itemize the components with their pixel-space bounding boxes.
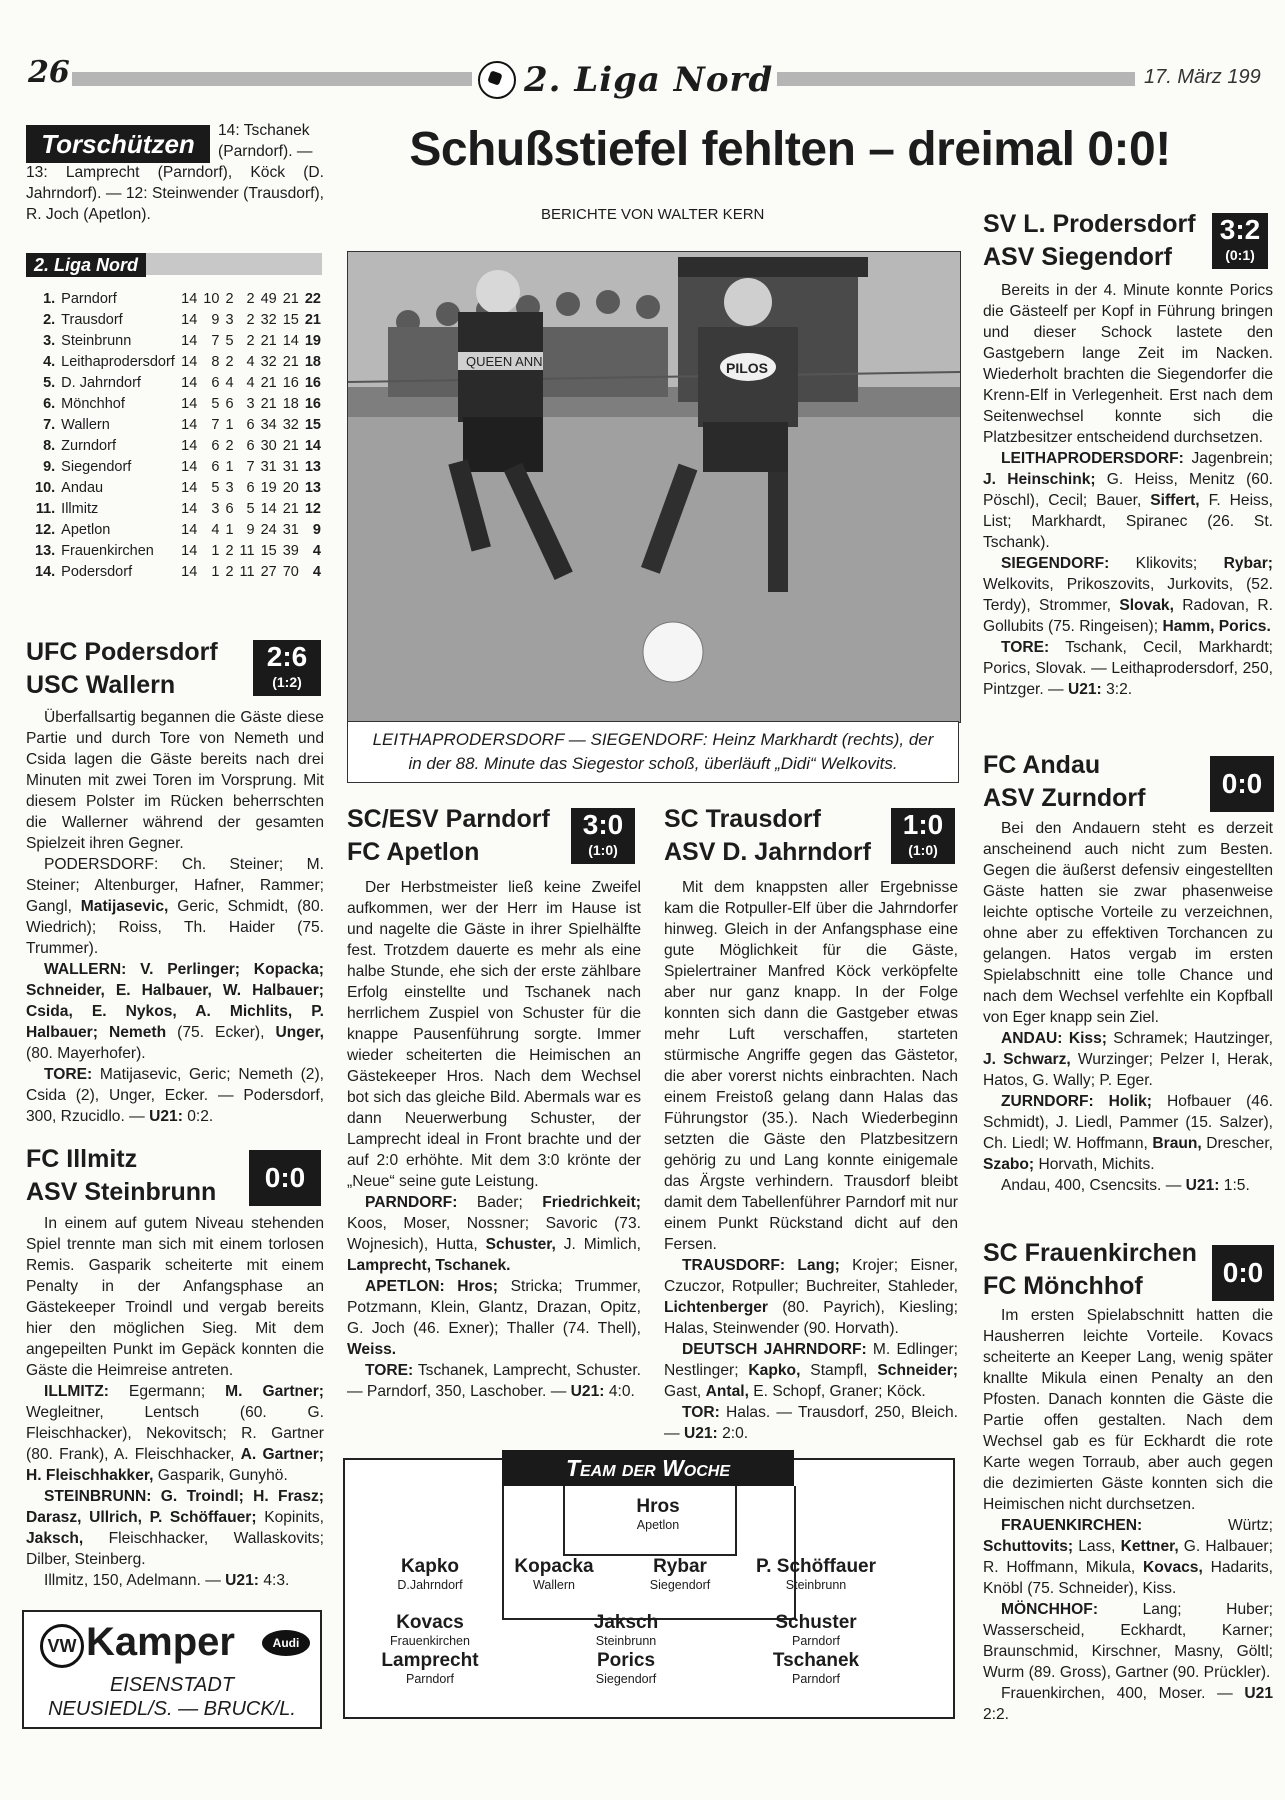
table-cell: Parndorf [61, 290, 117, 307]
table-cell: 3. [43, 332, 56, 349]
match-frauenkirchen-report: Im ersten Spielabschnitt hatten die Hausherren leichte Vorteile. Kovacs scheiterte an Keeper Lang, wenig später knallte Mikula einen Penalty an den Pfosten. Danach konnten die Gäste die Partie offen gestalten. Nach dem Wechsel gab es für Eckhardt die rote Karte wegen Torraub, aber auch gegen die dezimierten Gäste konnten sich die Heimischen nicht durchsetzen. FRAUENKIRCHEN: Würtz; Schuttovits; Lass, Kettner, G. Halbauer; R. Hoffmann, Mikula, Kovacs, Hadarits, Knöbl (75. Schneider), Kiss. MÖNCHHOF: Lang; Huber; Wasserscheid, Eckhardt, Karner; Braunschmid, Kirschner, Masny, Göltl; Wurm (89. Gross), Gartner (90. Prückler). Frauenkirchen, 400, Moser. — U21 2:2. [983, 1307, 1274, 1723]
issue-date: 17. März 199 [1144, 66, 1261, 88]
table-cell: 15 [282, 311, 299, 328]
table-cell: 20 [282, 479, 299, 496]
match-parndorf-report: Der Herbstmeister ließ keine Zweifel aufkommen, wer der Herr im Hause ist und nagelte die Gäste in ihrer Spielhälfte fest. Trotzdem dauerte es mehr als eine halbe Stunde, ehe sich der erste zählbare Erfolg einstellte und Tschanek nach herrlichem Zuspiel von Schuster für die knappe Pausenführung sorgte. Immer wieder scheiterten die Heimischen an Gästekeeper Hros. Nach dem Wechsel bot sich das gleiche Bild. Abermals war es dann Neuerwerbung Schuster, der Lamprecht ideal in Front brachte und der auf 2:0 erhöhte. Mit dem 3:0 krönte der „Neue“ seine gute Leistung. PARNDORF: Bader; Friedrichkeit; Koos, Moser, Nossner; Savoric (73. Wojnesich), Hutta, Schuster, J. Mimlich, Lamprecht, Tschanek. APETLON: Hros; Stricka; Trummer, Potzmann, Klein, Glantz, Drazan, Opitz, G. Joch (46. Exner); Thaller (74. Thell), Weiss. TORE: Tschanek, Lamprecht, Schuster. — Parndorf, 350, Laschober. — U21: 4:0. [347, 879, 641, 1400]
table-row [32, 330, 324, 351]
headline: Schußstiefel fehlten – dreimal 0:0! [409, 123, 1171, 176]
table-cell: 39 [282, 542, 299, 559]
team-player-club: Steinbrunn [785, 1578, 847, 1592]
team-player-name: Rybar [653, 1556, 707, 1577]
table-cell: 13 [304, 458, 321, 475]
match-parndorf-teams: SC/ESV Parndorf FC Apetlon [347, 805, 550, 866]
table-cell: 14 [282, 332, 299, 349]
table-cell: 11 [239, 563, 255, 580]
table-row [32, 288, 324, 309]
table-cell: 7 [211, 416, 220, 433]
table-cell: 2 [225, 437, 234, 454]
table-cell: 34 [260, 416, 277, 433]
table-cell: Illmitz [61, 500, 99, 517]
table-cell: 16 [282, 374, 299, 391]
header-rule-right [777, 72, 1135, 86]
table-cell: 30 [260, 437, 277, 454]
table-row [32, 498, 324, 519]
table-cell: 14 [181, 332, 198, 349]
table-cell: 11 [239, 542, 255, 559]
team-player-club: Siegendorf [595, 1672, 657, 1686]
table-row [32, 540, 324, 561]
football [643, 622, 703, 682]
team-player [355, 1650, 505, 1687]
table-row [32, 456, 324, 477]
table-cell: 1 [211, 563, 220, 580]
table-cell: 22 [304, 290, 321, 307]
table-cell: 14 [181, 353, 198, 370]
table-cell: 2 [225, 290, 234, 307]
match-illmitz-report: In einem auf gutem Niveau stehenden Spiel trennte man sich mit einem torlosen Remis. Gasparik scheiterte mit einem Penalty in der Anfangsphase an Gästekeeper Troindl und vergab bereits hier den möglichen Sieg. Mit dem angepeilten Punkt im Gepäck konnten die Gäste die Heimreise antreten. ILLMITZ: Egermann; M. Gartner; Wegleitner, Lentsch (60. G. Fleischhacker), Nekovitsch; R. Gartner (80. Frank), A. Fleischhacker, A. Gartner; H. Fleischhakker, Gasparik, Gunyhö. STEINBRUNN: G. Troindl; H. Frasz; Darasz, Ullrich, P. Schöffauer; Kopinits, Jaksch, Fleischhacker, Wallaskovits; Dilber, Steinberg. Illmitz, 150, Adelmann. — U21: 4:3. [26, 1215, 325, 1589]
table-cell: 4. [43, 353, 56, 370]
table-cell: 14 [181, 479, 198, 496]
match-prodersdorf-report: Bereits in der 4. Minute konnte Porics die Gästeelf per Kopf in Führung bringen und dieser Schock lastete den Gastgebern lange Zeit im Nacken. Wiederholt brachten die Siegendorfer die Krenn-Elf in Verlegenheit. Erst nach dem Seitenwechsel konnte sich die Platzbesitzer entscheidend durchsetzen. LEITHAPRODERSDORF: Jagenbrein; J. Heinschink; G. Heiss, Menitz (60. Pöschl), Cecil; Bauer, Siffert, F. Heiss, List; Markhardt, Spiranec (26. St. Tschank). SIEGENDORF: Klikovits; Rybar; Welkovits, Prikoszovits, Jurkovits, (52. Terdy), Strommer, Slovak, Radovan, R. Gollubits (75. Ringeisen); Hamm, Porics. TORE: Tschank, Cecil, Markhardt; Porics, Slovak. — Leithaprodersdorf, 250, Pintzger. — U21: 3:2. [983, 282, 1274, 698]
table-cell: 9 [312, 521, 321, 538]
table-cell: 15 [260, 542, 277, 559]
table-cell: 4 [312, 542, 321, 559]
table-cell: 12. [35, 521, 56, 538]
table-cell: 21 [282, 500, 299, 517]
table-row [32, 351, 324, 372]
match-podersdorf-teams [26, 636, 256, 702]
table-cell: 6 [246, 479, 255, 496]
table-cell: 5 [225, 332, 234, 349]
header-rule-left [72, 72, 472, 86]
table-cell: 14 [260, 500, 277, 517]
team-player-name: Lamprecht [381, 1650, 479, 1671]
table-cell: 6 [225, 395, 234, 412]
torschuetzen-text-b: 13: Lamprecht (Parndorf), Köck (D. Jahrndorf). — 12: Steinwender (Trausdorf), R. Joch (Apetlon). [26, 164, 324, 223]
table-cell: 14 [181, 563, 198, 580]
torschuetzen-label: Torschützen [26, 125, 210, 163]
table-cell: 2. [43, 311, 56, 328]
table-cell: D. Jahrndorf [61, 374, 141, 391]
torschuetzen-text-a: 14: Tschanek (Parndorf). — [218, 122, 313, 160]
table-cell: 4 [225, 374, 234, 391]
table-cell: Trausdorf [61, 311, 123, 328]
table-cell: 13. [35, 542, 56, 559]
team-player-name: Tschanek [772, 1650, 860, 1671]
table-cell: 14. [35, 563, 56, 580]
team-player-name: Hros [636, 1496, 680, 1517]
table-cell: 4 [312, 563, 321, 580]
table-cell: Andau [61, 479, 104, 496]
team-player-name: Porics [596, 1650, 656, 1671]
vw-logo-icon: VW [40, 1624, 84, 1668]
football-icon [478, 61, 516, 99]
team-player-name: Kapko [400, 1556, 460, 1577]
table-cell: 18 [304, 353, 321, 370]
table-cell: 9 [211, 311, 220, 328]
table-cell: 14 [181, 395, 198, 412]
team-player-club: Apetlon [636, 1518, 680, 1532]
ad-line1: EISENSTADT [109, 1674, 235, 1696]
table-cell: 14 [181, 374, 198, 391]
table-cell: 12 [304, 500, 321, 517]
table-cell: 24 [260, 521, 277, 538]
table-cell: 13 [304, 479, 321, 496]
table-cell: 21 [282, 437, 299, 454]
team-player-club: Parndorf [406, 1672, 454, 1686]
table-row [32, 519, 324, 540]
section-title: 2. Liga Nord [524, 60, 774, 100]
table-cell: 5 [246, 500, 255, 517]
table-cell: 18 [282, 395, 299, 412]
team-player-club: Siegendorf [649, 1578, 711, 1592]
table-cell: 6. [43, 395, 56, 412]
team-player-name: Kopacka [514, 1556, 594, 1577]
table-row [32, 561, 324, 582]
table-cell: 6 [246, 437, 255, 454]
table-cell: Siegendorf [61, 458, 132, 475]
table-cell: 7. [43, 416, 56, 433]
match-andau-report: Bei den Andauern steht es derzeit anscheinend auch nicht zum Besten. Gegen die äußerst defensiv eingestellten Gäste hatten sie zwar phasenweise leichte optische Vorteile zu verzeichnen, ohne aber zu effektiven Torchancen zu gelangen. Hatos vergab im ersten Spielabschnitt eine tolle Chance und nach dem Wechsel verfehlte ein Kopfball von Eger knapp sein Ziel. ANDAU: Kiss; Schramek; Hautzinger, J. Schwarz, Wurzinger; Pelzer I, Herak, Hatos, G. Wally; P. Eger. ZURNDORF: Holik; Hofbauer (46. Schmidt), J. Liedl, Pammer (15. Salzer), Ch. Liedl; W. Hoffmann, Braun, Drescher, Szabo; Horvath, Michits. Andau, 400, Csencsits. — U21: 1:5. [983, 820, 1273, 1194]
table-row [32, 309, 324, 330]
table-cell: 19 [304, 332, 321, 349]
table-row [32, 393, 324, 414]
audi-badge-icon: Audi [262, 1630, 310, 1656]
match-podersdorf-report: Überfallsartig begannen die Gäste diese Partie und durch Tore von Nemeth und Csida lagen die Gäste bereits nach drei Minuten mit zwei Toren im Vorsprung. Mit diesem Polster im Rücken beherrschten die Wallerner während der gesamten Spielzeit ihren Gegner. PODERSDORF: Ch. Steiner; M. Steiner; Altenburger, Hafner, Rammer; Gangl, Matijasevic, Geric, Schmidt, (80. Wiedrich); Roiss, Th. Haider (75. Trummer). WALLERN: V. Perlinger; Kopacka; Schneider, E. Halbauer, W. Halbauer; Csida, E. Nykos, A. Michlits, P. Halbauer; Nemeth (75. Ecker), Unger, (80. Mayerhofer). TORE: Matijasevic, Geric; Nemeth (2), Csida (2), Unger, Ecker. — Podersdorf, 300, Rzucidlo. — U21: 0:2. [26, 709, 325, 1125]
table-cell: Zurndorf [61, 437, 116, 454]
table-cell: 21 [282, 353, 299, 370]
table-cell: 31 [282, 458, 299, 475]
table-cell: 8. [43, 437, 56, 454]
table-cell: 1 [225, 458, 234, 475]
team-der-woche [343, 1455, 955, 1719]
team-player-club: Wallern [533, 1578, 575, 1592]
byline: BERICHTE VON WALTER KERN [541, 206, 765, 223]
team-away: USC Wallern [26, 671, 176, 699]
table-cell: 14 [304, 437, 321, 454]
table-cell: 6 [246, 416, 255, 433]
table-cell: 16 [304, 395, 321, 412]
table-cell: 9 [246, 521, 255, 538]
table-cell: 3 [225, 311, 234, 328]
section-masthead [478, 56, 773, 104]
table-cell: 31 [260, 458, 277, 475]
table-cell: 1 [225, 521, 234, 538]
match-andau-score: 0:0 [1210, 756, 1274, 812]
table-cell: 27 [260, 563, 277, 580]
jersey-left-text: QUEEN ANN [466, 354, 543, 369]
table-cell: 14 [181, 500, 198, 517]
table-cell: 2 [246, 311, 255, 328]
table-cell: 2 [225, 542, 234, 559]
table-cell: 2 [246, 290, 255, 307]
team-der-woche-title: Team der Woche [502, 1450, 794, 1486]
table-cell: 7 [211, 332, 220, 349]
match-trausdorf-score: 1:0 (1:0) [891, 808, 955, 864]
table-cell: 11. [35, 500, 56, 517]
kamper-ad[interactable] [22, 1610, 322, 1729]
table-cell: 6 [211, 458, 220, 475]
table-cell: 14 [181, 290, 198, 307]
table-cell: 31 [282, 521, 299, 538]
match-illmitz-score: 0:0 [249, 1150, 321, 1206]
table-cell: 19 [260, 479, 277, 496]
table-cell: 6 [225, 500, 234, 517]
table-cell: 3 [246, 395, 255, 412]
team-player-club: Frauenkirchen [390, 1634, 470, 1648]
table-cell: 5 [211, 479, 220, 496]
match-podersdorf-score: 2:6 (1:2) [253, 640, 321, 696]
team-player [741, 1556, 891, 1593]
team-player [551, 1612, 701, 1649]
table-cell: Steinbrunn [61, 332, 132, 349]
table-cell: 6 [211, 374, 220, 391]
team-player [355, 1612, 505, 1649]
table-cell: 4 [246, 374, 255, 391]
table-cell: 3 [225, 479, 234, 496]
team-player-club: Steinbrunn [595, 1634, 657, 1648]
team-player [605, 1556, 755, 1593]
table-cell: 32 [260, 311, 277, 328]
page-number: 26 [28, 55, 70, 90]
team-player [583, 1496, 733, 1533]
table-cell: 5. [43, 374, 56, 391]
table-cell: 21 [260, 374, 277, 391]
match-prodersdorf-score: 3:2 (0:1) [1212, 213, 1268, 269]
table-cell: 21 [304, 311, 321, 328]
table-cell: 14 [181, 311, 198, 328]
table-row [32, 414, 324, 435]
table-cell: 21 [260, 332, 277, 349]
table-cell: 32 [260, 353, 277, 370]
table-cell: Podersdorf [61, 563, 133, 580]
table-row [32, 477, 324, 498]
team-player-name: Kovacs [396, 1612, 464, 1633]
match-photo [347, 251, 961, 723]
match-andau-teams: FC Andau ASV Zurndorf [983, 751, 1146, 812]
table-cell: 2 [225, 563, 234, 580]
team-player [551, 1650, 701, 1687]
table-cell: 14 [181, 458, 198, 475]
match-illmitz-teams: FC Illmitz ASV Steinbrunn [26, 1145, 217, 1206]
match-trausdorf-report: Mit dem knappsten aller Ergebnisse kam die Rotpuller-Elf über die Jahrndorfer hinweg. Gleich in der Anfangsphase eine gute Möglichkeit für die Gäste, Spielertrainer Manfred Köck verköpfelte aber nur ganz knapp. In der Folge konnten sich dann die Gastgeber etwas mehr Luft verschaffen, starteten stürmische Angriffe gegen das Gästetor, die aber vorerst nichts einbrachten. Nach einem Freistoß gelang dann Halas das Führungstor (35.). Nach Wiederbeginn setzten die Gäste den Platzbesitzern gehörig zu und Lang konnte einigemale das Ärgste verhindern. Trausdorf bleibt damit dem Tabellenführer Parndorf mit nur einem Punkt Rückstand dicht auf den Fersen. TRAUSDORF: Lang; Krojer; Eisner, Czuczor, Rotpuller; Buchreiter, Stahleder, Lichtenberger (80. Payrich), Kiesling; Halas, Steinwender (90. Horvath). DEUTSCH JAHRNDORF: M. Edlinger; Nestlinger; Kapko, Stampfl, Schneider; Gast, Antal, E. Schopf, Graner; Köck. TOR: Halas. — Trausdorf, 250, Bleich. — U21: 2:0. [664, 879, 958, 1442]
table-cell: 14 [181, 416, 198, 433]
table-cell: Apetlon [61, 521, 111, 538]
ad-brand: Kamper [86, 1620, 235, 1664]
table-cell: 32 [282, 416, 299, 433]
table-cell: 14 [181, 521, 198, 538]
table-cell: Frauenkirchen [61, 542, 154, 559]
table-cell: 7 [246, 458, 255, 475]
table-cell: 1 [211, 542, 220, 559]
table-cell: 6 [211, 437, 220, 454]
table-cell: Wallern [61, 416, 110, 433]
table-cell: 3 [211, 500, 220, 517]
table-cell: 1 [225, 416, 234, 433]
match-parndorf-score: 3:0 (1:0) [571, 808, 635, 864]
team-player-name: Schuster [775, 1612, 857, 1633]
table-cell: 70 [282, 563, 299, 580]
table-cell: 14 [181, 542, 198, 559]
table-cell: 1. [43, 290, 56, 307]
table-cell: 2 [246, 332, 255, 349]
photo-caption: LEITHAPRODERSDORF — SIEGENDORF: Heinz Markhardt (rechts), der in der 88. Minute das Siegestor schoß, überläuft „Didi“ Welkovits. [347, 721, 959, 783]
table-row [32, 435, 324, 456]
team-player [741, 1612, 891, 1649]
team-player-name: P. Schöffauer [755, 1556, 877, 1577]
table-cell: 10. [35, 479, 56, 496]
match-trausdorf-teams: SC Trausdorf ASV D. Jahrndorf [664, 805, 871, 866]
table-cell: 49 [260, 290, 277, 307]
table-cell: 5 [211, 395, 220, 412]
photo-illustration [348, 252, 960, 722]
jersey-right-text: PILOS [726, 360, 769, 376]
match-frauenkirchen-score: 0:0 [1212, 1245, 1274, 1301]
table-cell: 8 [211, 353, 220, 370]
team-player [741, 1650, 891, 1687]
match-prodersdorf-teams: SV L. Prodersdorf ASV Siegendorf [983, 210, 1196, 271]
table-cell: 21 [282, 290, 299, 307]
table-cell: 4 [246, 353, 255, 370]
team-player-club: Parndorf [792, 1634, 840, 1648]
team-player-club: Parndorf [792, 1672, 840, 1686]
team-player-name: Jaksch [593, 1612, 659, 1633]
table-cell: 9. [43, 458, 56, 475]
table-cell: 21 [260, 395, 277, 412]
table-cell: 10 [203, 290, 220, 307]
table-cell: Mönchhof [61, 395, 125, 412]
league-table [32, 288, 324, 582]
table-cell: 4 [211, 521, 220, 538]
table-cell: 16 [304, 374, 321, 391]
table-cell: 15 [304, 416, 321, 433]
table-cell: 14 [181, 437, 198, 454]
table-row [32, 372, 324, 393]
team-home: UFC Podersdorf [26, 638, 218, 666]
ad-line2: NEUSIEDL/S. — BRUCK/L. [48, 1698, 296, 1720]
table-cell: 2 [225, 353, 234, 370]
team-player-club: D.Jahrndorf [397, 1578, 463, 1592]
table-cell: Leithaprodersdorf [61, 353, 175, 370]
match-frauenkirchen-teams: SC Frauenkirchen FC Mönchhof [983, 1239, 1197, 1300]
table-label: 2. Liga Nord [26, 253, 146, 277]
